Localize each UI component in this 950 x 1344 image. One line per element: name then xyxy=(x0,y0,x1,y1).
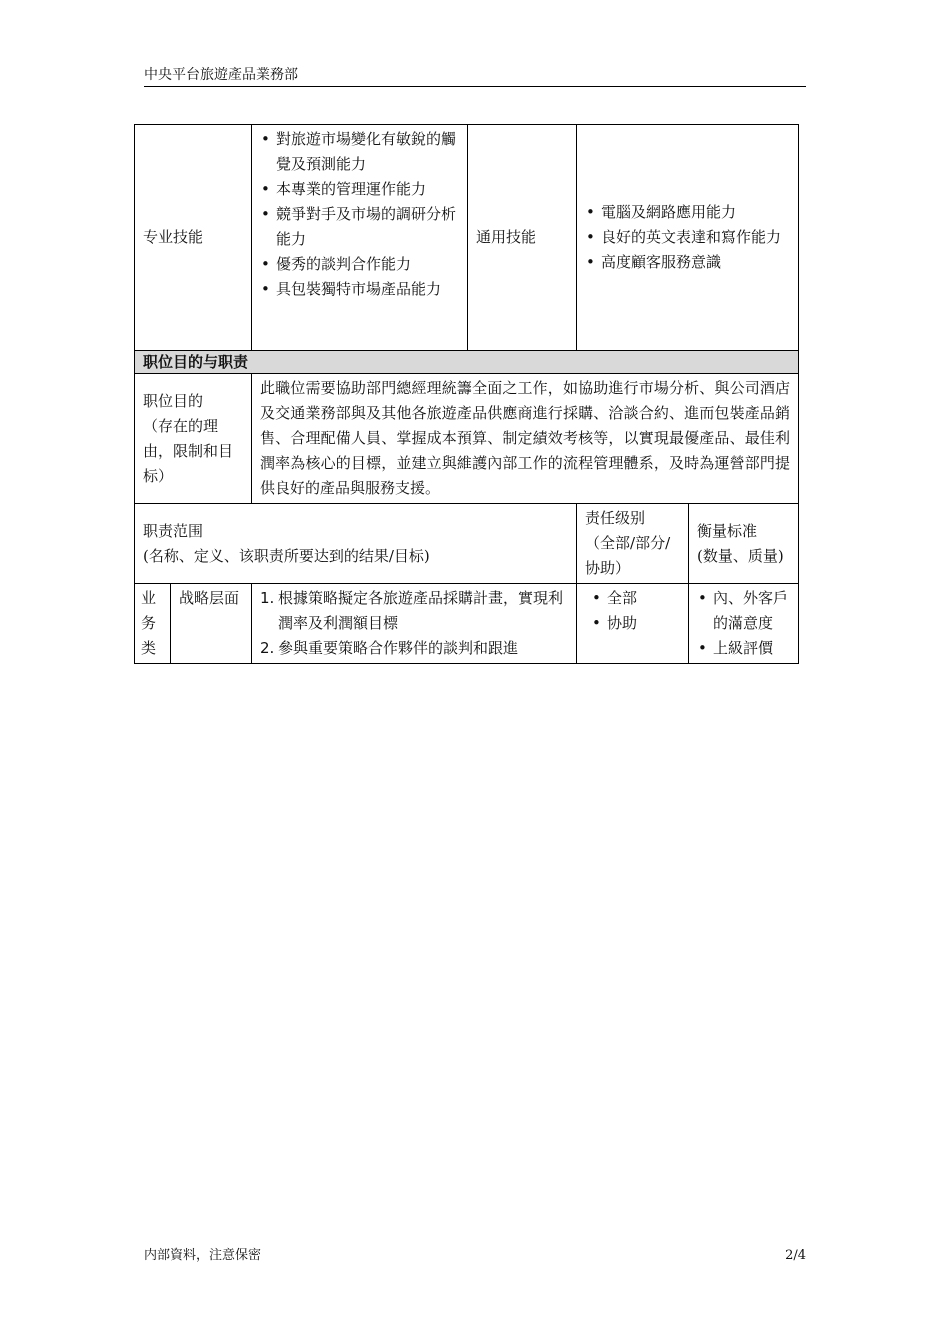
job-description-table xyxy=(134,124,799,664)
list-item: • 內、外客戶的滿意度 xyxy=(697,586,790,636)
page-number: 2/4 xyxy=(785,1248,806,1263)
section-header-cell xyxy=(135,351,799,374)
measure-list xyxy=(697,586,790,661)
item-text: 根據策略擬定各旅遊產品採購計畫，實現利潤率及利潤額目標 xyxy=(278,589,564,632)
list-item xyxy=(260,636,568,661)
general-skills-label-cell xyxy=(468,125,577,351)
list-item: • 高度顧客服務意識 xyxy=(585,250,790,275)
duty-scope-note: (名称、定义、该职责所要达到的结果/目标) xyxy=(143,546,430,565)
item-number: 2. xyxy=(260,639,275,657)
general-skills-list xyxy=(585,200,790,275)
responsibility-level-note: （全部/部分/协助） xyxy=(585,534,671,577)
purpose-text: 此職位需要協助部門總經理統籌全面之工作，如協助進行市場分析、與公司酒店及交通業務部與及其他各旅遊產品供應商進行採購、洽談合約、進而包裝產品銷售、合理配備人員、掌握成本預算、制定績效考核等，以實現最優產品、最佳利潤率為核心的目標，並建立與維護內部工作的流程管理體系，及時為運營部門提供良好的產品與服務支援。 xyxy=(260,379,791,497)
purpose-label-cell xyxy=(135,374,252,504)
list-item xyxy=(260,586,568,636)
list-item: • 具包裝獨特市場產品能力 xyxy=(260,277,459,302)
duty-scope-title: 职责范围 xyxy=(143,521,204,540)
list-item: • 競爭對手及市場的調研分析能力 xyxy=(260,202,459,252)
table-row xyxy=(135,584,799,664)
general-skills-cell xyxy=(577,125,799,351)
duty-subcategory: 战略层面 xyxy=(179,589,240,607)
professional-skills-list xyxy=(260,127,459,302)
measure-header-cell xyxy=(689,504,799,584)
general-skills-label: 通用技能 xyxy=(476,228,537,246)
duty-category-cell xyxy=(135,584,171,664)
purpose-label: 职位目的 xyxy=(143,391,204,410)
responsibility-level-list xyxy=(585,586,680,636)
skills-row xyxy=(135,125,799,351)
list-item: • 协助 xyxy=(591,611,680,636)
duty-scope-header-cell xyxy=(135,504,577,584)
purpose-row xyxy=(135,374,799,504)
responsibility-level-header-cell xyxy=(577,504,689,584)
section-title: 职位目的与职责 xyxy=(143,353,249,371)
item-number: 1. xyxy=(260,589,275,607)
duty-items-list xyxy=(260,586,568,661)
list-item: • 良好的英文表達和寫作能力 xyxy=(585,225,790,250)
purpose-label-note: （存在的理由，限制和目标） xyxy=(143,416,234,485)
duty-items-cell xyxy=(252,584,577,664)
section-header-row xyxy=(135,351,799,374)
duty-subcategory-cell xyxy=(171,584,252,664)
professional-skills-label-cell xyxy=(135,125,252,351)
list-item: • 優秀的談判合作能力 xyxy=(260,252,459,277)
purpose-text-cell xyxy=(252,374,799,504)
list-item: • 電腦及網路應用能力 xyxy=(585,200,790,225)
list-item: • 全部 xyxy=(591,586,680,611)
responsibility-level-title: 责任级别 xyxy=(585,509,646,527)
page-header xyxy=(144,66,806,87)
header-title: 中央平台旅遊產品業務部 xyxy=(144,67,298,83)
measure-note: (数量、质量) xyxy=(697,546,784,565)
measure-cell xyxy=(689,584,799,664)
measure-title: 衡量标准 xyxy=(697,521,758,540)
item-text: 參與重要策略合作夥伴的談判和跟進 xyxy=(278,639,519,657)
confidential-note: 内部資料，注意保密 xyxy=(144,1248,262,1263)
duties-header-row xyxy=(135,504,799,584)
professional-skills-cell xyxy=(252,125,468,351)
list-item: • 上級評價 xyxy=(697,636,790,661)
duty-category: 业务类 xyxy=(141,589,157,657)
responsibility-level-cell xyxy=(577,584,689,664)
list-item: • 本專業的管理運作能力 xyxy=(260,177,459,202)
professional-skills-label: 专业技能 xyxy=(143,228,204,246)
list-item: • 對旅遊市場變化有敏銳的觸覺及預測能力 xyxy=(260,127,459,177)
